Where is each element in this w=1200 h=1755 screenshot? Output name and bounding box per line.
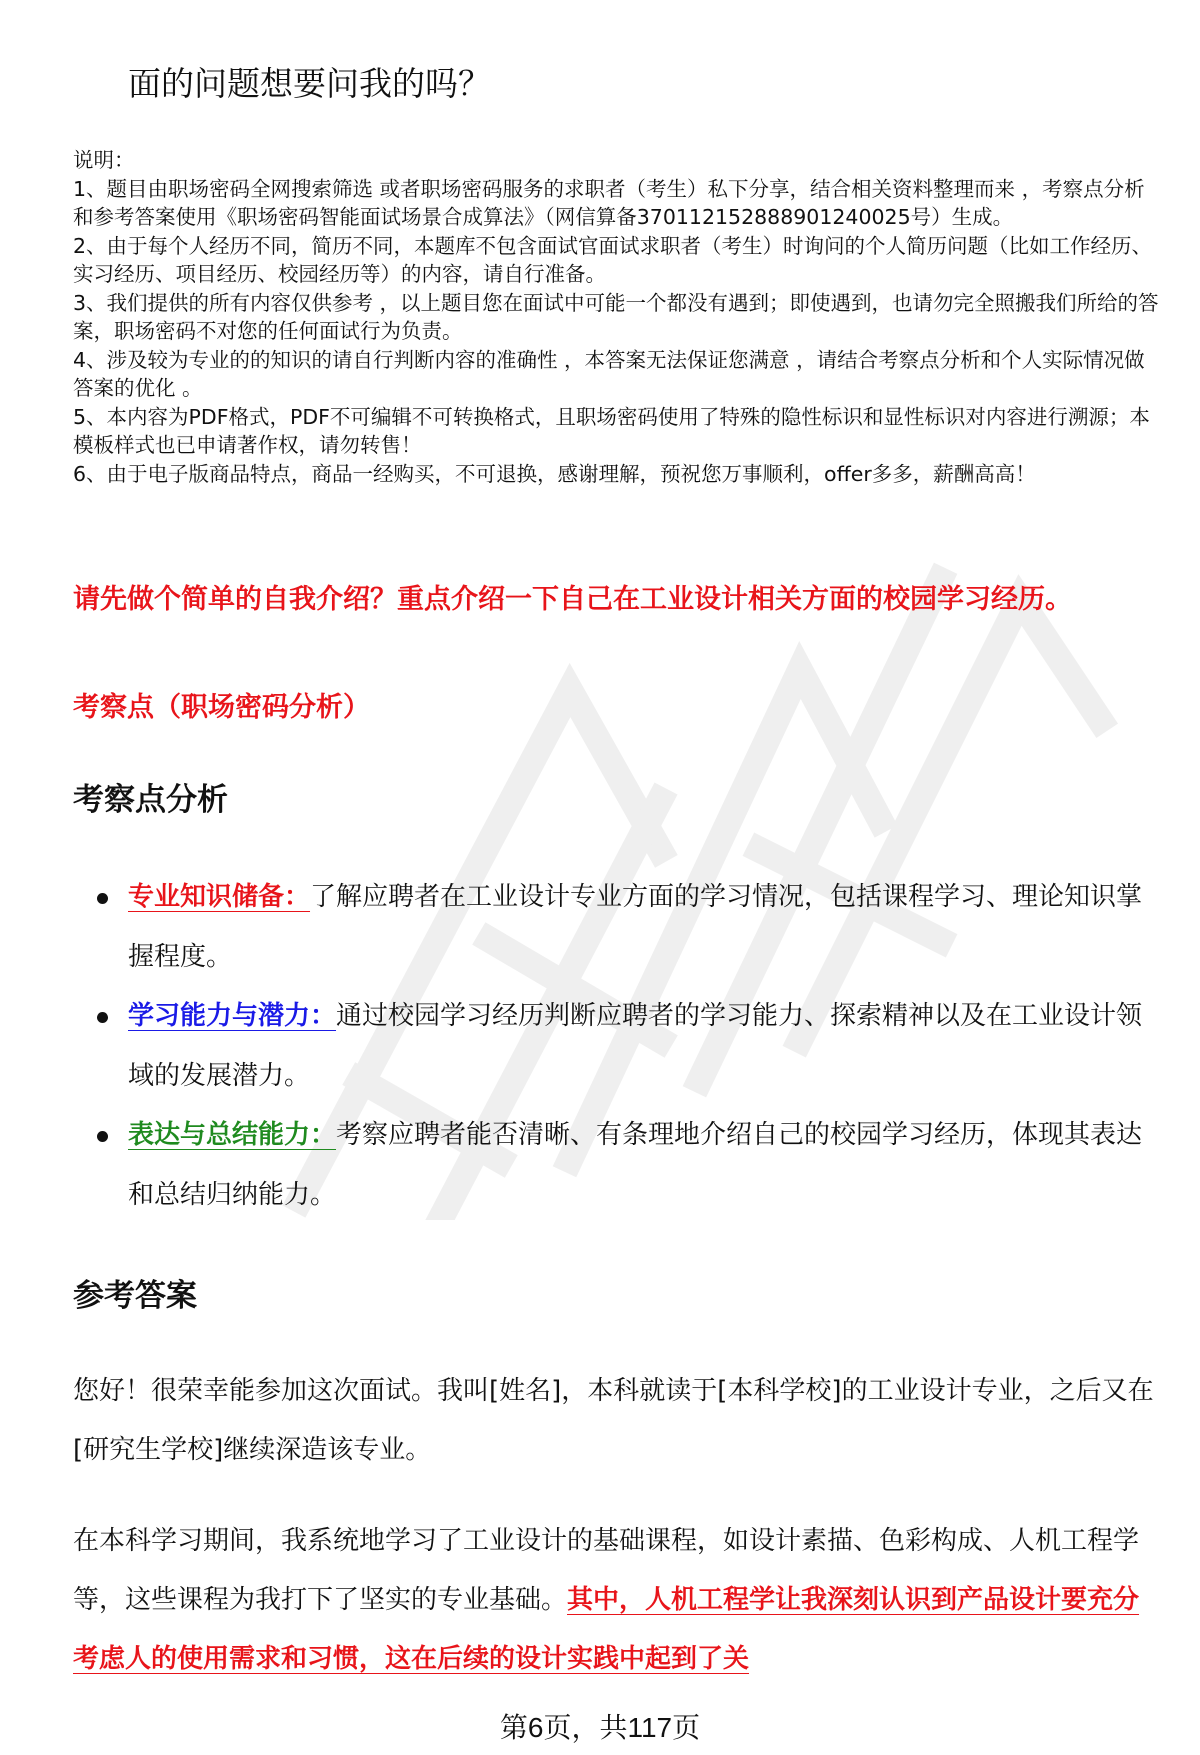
note-item: 5、本内容为PDF格式，PDF不可编辑不可转换格式，且职场密码使用了特殊的隐性标识和显性标识对内容进行溯源；本模板样式也已申请著作权，请勿转售！ bbox=[73, 404, 1150, 457]
note-item: 6、由于电子版商品特点，商品一经购买，不可退换，感谢理解，预祝您万事顺利，offer多多，薪酬高高！ bbox=[73, 461, 1036, 486]
answer-text: 您好！很荣幸能参加这次面试。我叫[姓名]，本科就读于[本科学校]的工业设计专业，之后又在[研究生学校]继续深造该专业。 bbox=[73, 1376, 1154, 1465]
reference-answer-paragraph-1 bbox=[73, 1362, 1163, 1480]
interview-question: 请先做个简单的自我介绍？重点介绍一下自己在工业设计相关方面的校园学习经历。 bbox=[73, 584, 1072, 615]
reference-answer-heading: 参考答案 bbox=[73, 1278, 197, 1314]
analysis-item-label: 学习能力与潜力： bbox=[128, 1001, 337, 1031]
answer-highlight-text: 其中，人机工程学让我深刻认识到产品设计要充分考虑人的使用需求和习惯，这在后续的设计实践中起到了关 bbox=[73, 1585, 1140, 1674]
page-indicator: 第6页，共117页 bbox=[499, 1712, 701, 1743]
analysis-item-label: 表达与总结能力： bbox=[128, 1120, 337, 1150]
answer-plain-text: 在本科学习期间，我系统地学习了工业设计的基础课程，如设计素描、色彩构成、人机工程学等，这些课程为我打下了坚实的专业基础。 bbox=[73, 1526, 1140, 1615]
analysis-item bbox=[95, 868, 1155, 987]
disclaimer-notes bbox=[73, 146, 1163, 488]
analysis-item-text: 考察应聘者能否清晰、有条理地介绍自己的校园学习经历，体现其表达和总结归纳能力。 bbox=[128, 1120, 1143, 1210]
analysis-item bbox=[95, 1106, 1155, 1225]
analysis-item bbox=[95, 987, 1155, 1106]
note-item: 2、由于每个人经历不同，简历不同，本题库不包含面试官面试求职者（考生）时询问的个人简历问题（比如工作经历、实习经历、项目经历、校园经历等）的内容，请自行准备。 bbox=[73, 233, 1153, 286]
notes-title: 说明： bbox=[73, 148, 135, 172]
reference-answer-paragraph-2 bbox=[73, 1512, 1163, 1689]
analysis-item-label: 专业知识储备： bbox=[128, 882, 311, 912]
note-item: 3、我们提供的所有内容仅供参考 ，以上题目您在面试中可能一个都没有遇到；即使遇到，也请勿完全照搬我们所给的答案，职场密码不对您的任何面试行为负责。 bbox=[73, 290, 1159, 343]
bullet-icon bbox=[97, 1131, 108, 1142]
analysis-heading: 考察点分析 bbox=[73, 782, 228, 818]
note-item: 1、题目由职场密码全网搜索筛选 或者职场密码服务的求职者（考生）私下分享，结合相关资料整理而来 ，考察点分析和参考答案使用《职场密码智能面试场景合成算法》（网信算备370112152888901240025号）生成。 bbox=[73, 176, 1145, 229]
analysis-item-text: 通过校园学习经历判断应聘者的学习能力、探索精神以及在工业设计领域的发展潜力。 bbox=[128, 1001, 1143, 1091]
answer-text bbox=[73, 1512, 1163, 1689]
bullet-icon bbox=[97, 893, 108, 904]
exam-point-label: 考察点（职场密码分析） bbox=[73, 692, 370, 723]
previous-question-tail: 面的问题想要问我的吗？ bbox=[128, 64, 491, 103]
note-item: 4、涉及较为专业的的知识的请自行判断内容的准确性 ，本答案无法保证您满意 ，请结合考察点分析和个人实际情况做答案的优化 。 bbox=[73, 347, 1145, 400]
analysis-list bbox=[95, 868, 1155, 1225]
bullet-icon bbox=[97, 1012, 108, 1023]
analysis-item-text: 了解应聘者在工业设计专业方面的学习情况，包括课程学习、理论知识掌握程度。 bbox=[128, 882, 1143, 972]
